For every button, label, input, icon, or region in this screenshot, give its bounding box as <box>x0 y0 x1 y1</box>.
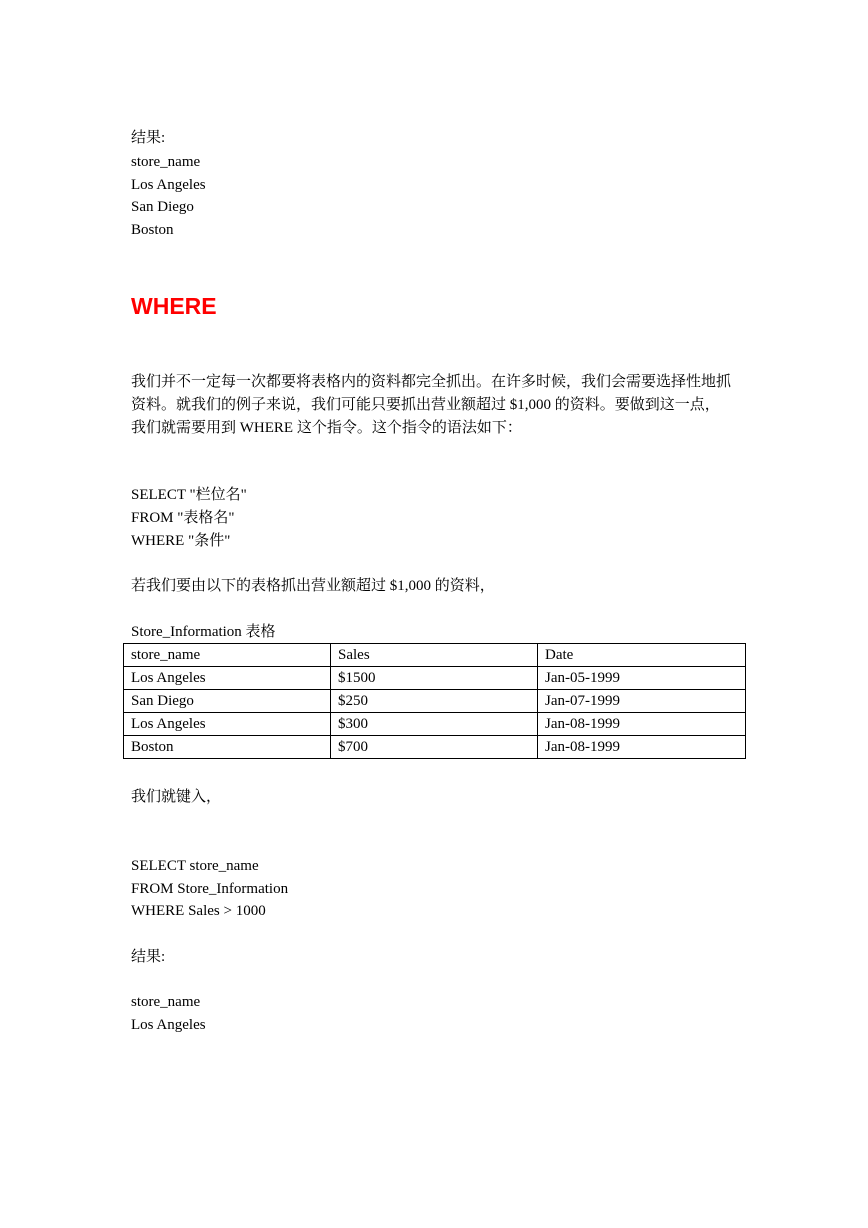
store-information-table <box>123 643 746 759</box>
syntax-line: FROM "表格名" <box>131 510 235 526</box>
table-row <box>124 667 746 690</box>
table-header-cell: store_name <box>124 644 331 667</box>
table-cell: Jan-08-1999 <box>538 713 746 736</box>
table-row <box>124 713 746 736</box>
condition-text: 若我们要由以下的表格抓出营业额超过 $1,000 的资料， <box>131 578 495 594</box>
result-label: 结果: <box>131 949 166 965</box>
syntax-line: SELECT "栏位名" <box>131 487 247 503</box>
table-cell: Jan-08-1999 <box>538 736 746 759</box>
intro-line: 资料。就我们的例子来说，我们可能只要抓出营业额超过 $1,000 的资料。要做到这一点， <box>131 397 720 413</box>
query-line: FROM Store_Information <box>131 881 289 897</box>
result-column-header: store_name <box>131 994 201 1010</box>
table-cell: Los Angeles <box>124 713 331 736</box>
query-line: SELECT store_name <box>131 858 259 874</box>
table-cell: San Diego <box>124 690 331 713</box>
table-header-cell: Sales <box>331 644 538 667</box>
intro-line: 我们并不一定每一次都要将表格内的资料都完全抓出。在许多时候，我们会需要选择性地抓 <box>131 374 732 390</box>
table-cell: Jan-05-1999 <box>538 667 746 690</box>
result-row: Boston <box>131 222 174 238</box>
table-cell: $700 <box>331 736 538 759</box>
table-caption: Store_Information 表格 <box>131 624 276 640</box>
result-row: Los Angeles <box>131 1017 206 1033</box>
result-label: 结果: <box>131 130 166 146</box>
table-cell: Los Angeles <box>124 667 331 690</box>
table-row <box>124 736 746 759</box>
table-cell: Jan-07-1999 <box>538 690 746 713</box>
table-header-row <box>124 644 746 667</box>
query-line: WHERE Sales > 1000 <box>131 903 266 919</box>
result-column-header: store_name <box>131 154 201 170</box>
table-cell: $1500 <box>331 667 538 690</box>
typein-text: 我们就键入， <box>131 789 222 805</box>
table-header-cell: Date <box>538 644 746 667</box>
result-row: Los Angeles <box>131 177 206 193</box>
table-cell: $250 <box>331 690 538 713</box>
result-row: San Diego <box>131 199 194 215</box>
section-heading: WHERE <box>131 293 217 319</box>
syntax-line: WHERE "条件" <box>131 533 231 549</box>
intro-line: 我们就需要用到 WHERE 这个指令。这个指令的语法如下： <box>131 420 522 436</box>
table-cell: $300 <box>331 713 538 736</box>
table-cell: Boston <box>124 736 331 759</box>
intro-paragraph <box>131 371 751 440</box>
table-row <box>124 690 746 713</box>
